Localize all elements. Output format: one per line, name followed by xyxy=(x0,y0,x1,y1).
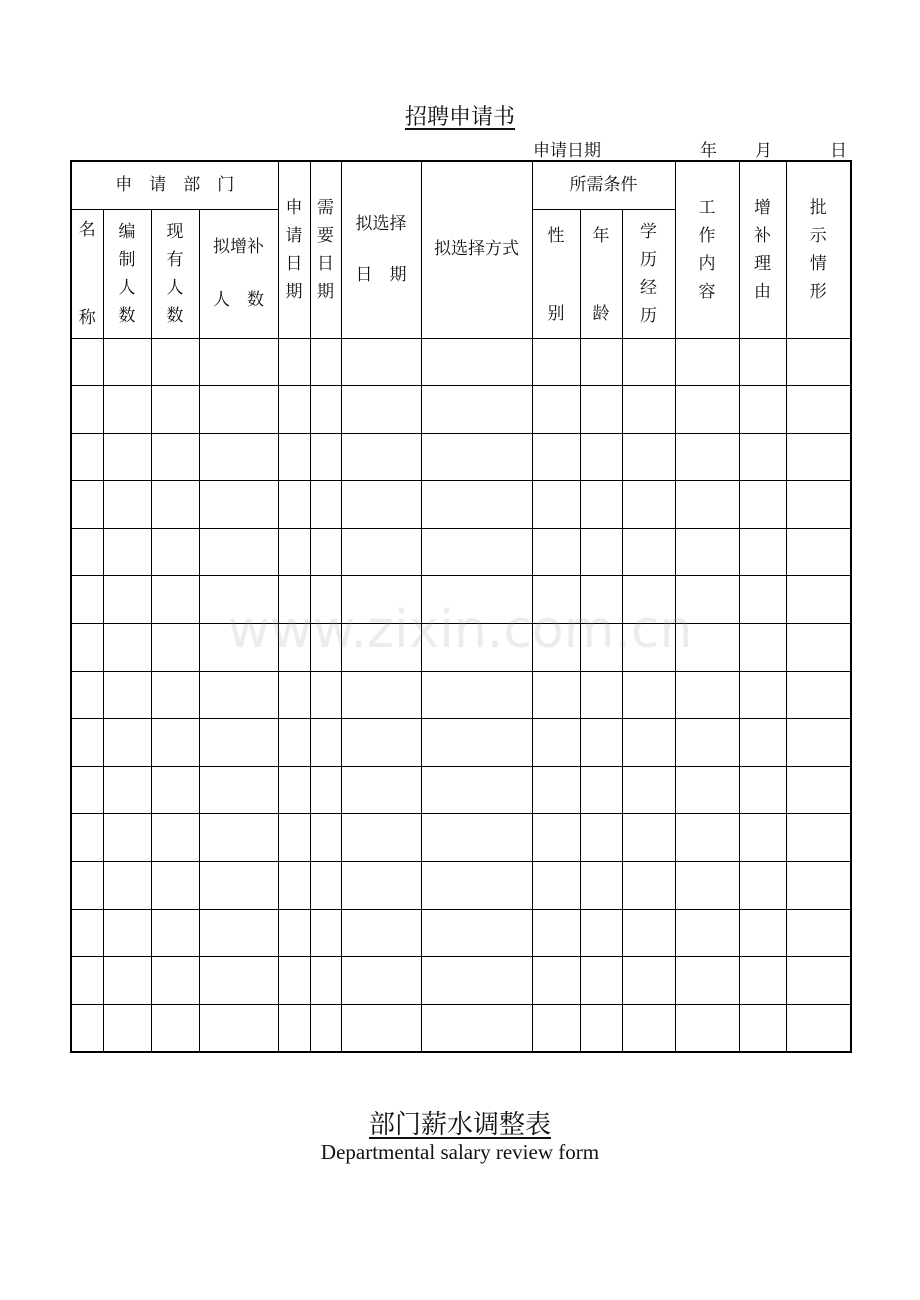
table-cell[interactable] xyxy=(421,481,532,529)
year-label: 年 xyxy=(700,141,717,161)
table-cell[interactable] xyxy=(580,1004,622,1052)
table-cell[interactable] xyxy=(103,909,151,957)
table-cell[interactable] xyxy=(199,766,278,814)
table-cell[interactable] xyxy=(786,433,851,481)
table-cell[interactable] xyxy=(580,719,622,767)
table-cell[interactable] xyxy=(278,766,310,814)
table-cell[interactable] xyxy=(310,386,341,434)
table-cell[interactable] xyxy=(786,338,851,386)
table-cell[interactable] xyxy=(675,338,739,386)
table-cell[interactable] xyxy=(675,862,739,910)
table-cell[interactable] xyxy=(739,481,786,529)
table-cell[interactable] xyxy=(71,671,103,719)
table-cell[interactable] xyxy=(580,862,622,910)
table-cell[interactable] xyxy=(675,909,739,957)
table-cell[interactable] xyxy=(786,909,851,957)
table-cell[interactable] xyxy=(341,386,421,434)
table-cell[interactable] xyxy=(341,719,421,767)
table-cell[interactable] xyxy=(310,1004,341,1052)
table-cell[interactable] xyxy=(675,957,739,1005)
table-cell[interactable] xyxy=(278,1004,310,1052)
table-cell[interactable] xyxy=(151,862,199,910)
table-cell[interactable] xyxy=(580,909,622,957)
table-cell[interactable] xyxy=(341,624,421,672)
table-cell[interactable] xyxy=(622,624,675,672)
table-cell[interactable] xyxy=(310,909,341,957)
table-cell[interactable] xyxy=(199,576,278,624)
table-cell[interactable] xyxy=(580,576,622,624)
table-cell[interactable] xyxy=(278,576,310,624)
table-cell[interactable] xyxy=(532,766,580,814)
table-cell[interactable] xyxy=(675,528,739,576)
table-cell[interactable] xyxy=(622,909,675,957)
table-cell[interactable] xyxy=(532,386,580,434)
select-date-header: 拟选择 日 期 xyxy=(341,161,421,338)
table-cell[interactable] xyxy=(310,862,341,910)
table-cell[interactable] xyxy=(786,671,851,719)
table-cell[interactable] xyxy=(580,528,622,576)
table-cell[interactable] xyxy=(532,1004,580,1052)
watermark: www.zixin.com.cn xyxy=(227,600,693,660)
table-row xyxy=(71,957,851,1005)
table-cell[interactable] xyxy=(71,386,103,434)
table-cell[interactable] xyxy=(151,1004,199,1052)
table-cell[interactable] xyxy=(341,909,421,957)
apply-date-header: 申请日期 xyxy=(278,161,310,338)
age-header: 年 龄 xyxy=(580,209,622,338)
table-cell[interactable] xyxy=(580,433,622,481)
table-cell[interactable] xyxy=(532,909,580,957)
table-cell[interactable] xyxy=(786,386,851,434)
table-cell[interactable] xyxy=(310,433,341,481)
education-header: 学历经历 xyxy=(622,209,675,338)
table-cell[interactable] xyxy=(71,766,103,814)
table-cell[interactable] xyxy=(622,766,675,814)
table-cell[interactable] xyxy=(310,719,341,767)
table-cell[interactable] xyxy=(739,433,786,481)
table-cell[interactable] xyxy=(786,862,851,910)
table-cell[interactable] xyxy=(341,433,421,481)
table-cell[interactable] xyxy=(310,814,341,862)
table-cell[interactable] xyxy=(421,766,532,814)
dept-name-header: 名 称 xyxy=(71,209,103,338)
table-cell[interactable] xyxy=(199,624,278,672)
table-cell[interactable] xyxy=(580,338,622,386)
table-row xyxy=(71,528,851,576)
table-cell[interactable] xyxy=(622,338,675,386)
table-cell[interactable] xyxy=(622,386,675,434)
salary-table-title: 部门薪水调整表 xyxy=(368,1110,551,1140)
table-cell[interactable] xyxy=(421,671,532,719)
dept-group-header: 申 请 部 门 xyxy=(71,161,278,209)
table-cell[interactable] xyxy=(341,814,421,862)
table-cell[interactable] xyxy=(71,909,103,957)
table-cell[interactable] xyxy=(71,957,103,1005)
gender-header: 性 别 xyxy=(532,209,580,338)
table-cell[interactable] xyxy=(71,1004,103,1052)
table-cell[interactable] xyxy=(532,624,580,672)
table-cell[interactable] xyxy=(71,814,103,862)
table-cell[interactable] xyxy=(532,481,580,529)
table-cell[interactable] xyxy=(310,671,341,719)
table-cell[interactable] xyxy=(278,528,310,576)
table-cell[interactable] xyxy=(739,862,786,910)
table-cell[interactable] xyxy=(341,1004,421,1052)
table-cell[interactable] xyxy=(580,766,622,814)
table-cell[interactable] xyxy=(199,862,278,910)
table-cell[interactable] xyxy=(199,1004,278,1052)
table-cell[interactable] xyxy=(580,481,622,529)
table-cell[interactable] xyxy=(151,814,199,862)
table-row xyxy=(71,719,851,767)
table-row xyxy=(71,909,851,957)
form-title: 招聘申请书 xyxy=(404,105,515,130)
table-cell[interactable] xyxy=(199,386,278,434)
table-cell[interactable] xyxy=(278,909,310,957)
table-cell[interactable] xyxy=(739,338,786,386)
table-cell[interactable] xyxy=(786,1004,851,1052)
table-cell[interactable] xyxy=(71,481,103,529)
table-cell[interactable] xyxy=(532,862,580,910)
table-cell[interactable] xyxy=(580,814,622,862)
table-cell[interactable] xyxy=(71,719,103,767)
table-cell[interactable] xyxy=(532,957,580,1005)
table-row xyxy=(71,433,851,481)
table-cell[interactable] xyxy=(622,433,675,481)
table-cell[interactable] xyxy=(739,957,786,1005)
table-cell[interactable] xyxy=(278,862,310,910)
table-cell[interactable] xyxy=(278,814,310,862)
table-cell[interactable] xyxy=(103,481,151,529)
table-cell[interactable] xyxy=(151,576,199,624)
table-cell[interactable] xyxy=(151,957,199,1005)
table-cell[interactable] xyxy=(421,814,532,862)
table-row xyxy=(71,671,851,719)
table-cell[interactable] xyxy=(71,338,103,386)
table-cell[interactable] xyxy=(675,386,739,434)
table-cell[interactable] xyxy=(580,671,622,719)
table-cell[interactable] xyxy=(151,719,199,767)
table-cell[interactable] xyxy=(622,481,675,529)
table-cell[interactable] xyxy=(675,671,739,719)
table-cell[interactable] xyxy=(199,481,278,529)
table-cell[interactable] xyxy=(786,576,851,624)
table-row xyxy=(71,481,851,529)
table-cell[interactable] xyxy=(421,528,532,576)
table-cell[interactable] xyxy=(310,338,341,386)
table-cell[interactable] xyxy=(675,433,739,481)
add-reason-header: 增补理由 xyxy=(739,161,786,338)
table-cell[interactable] xyxy=(103,862,151,910)
table-cell[interactable] xyxy=(278,481,310,529)
table-cell[interactable] xyxy=(151,909,199,957)
table-cell[interactable] xyxy=(71,433,103,481)
table-cell[interactable] xyxy=(310,528,341,576)
table-cell[interactable] xyxy=(71,862,103,910)
table-cell[interactable] xyxy=(622,671,675,719)
table-cell[interactable] xyxy=(622,719,675,767)
table-cell[interactable] xyxy=(151,671,199,719)
table-cell[interactable] xyxy=(532,576,580,624)
table-cell[interactable] xyxy=(310,481,341,529)
table-cell[interactable] xyxy=(199,528,278,576)
table-cell[interactable] xyxy=(103,576,151,624)
table-cell[interactable] xyxy=(739,719,786,767)
table-cell[interactable] xyxy=(151,433,199,481)
need-date-header: 需要日期 xyxy=(310,161,341,338)
table-cell[interactable] xyxy=(622,862,675,910)
table-cell[interactable] xyxy=(739,386,786,434)
table-cell[interactable] xyxy=(199,671,278,719)
table-cell[interactable] xyxy=(739,766,786,814)
table-cell[interactable] xyxy=(421,386,532,434)
day-label: 日 xyxy=(830,141,847,161)
table-cell[interactable] xyxy=(786,957,851,1005)
table-cell[interactable] xyxy=(421,433,532,481)
table-cell[interactable] xyxy=(786,528,851,576)
table-cell[interactable] xyxy=(71,576,103,624)
table-cell[interactable] xyxy=(739,814,786,862)
table-cell[interactable] xyxy=(103,433,151,481)
table-cell[interactable] xyxy=(532,528,580,576)
table-row xyxy=(71,386,851,434)
table-cell[interactable] xyxy=(739,624,786,672)
table-cell[interactable] xyxy=(786,719,851,767)
table-cell[interactable] xyxy=(532,433,580,481)
select-method-header: 拟选择方式 xyxy=(421,161,532,338)
table-cell[interactable] xyxy=(310,766,341,814)
quota-header: 编制人数 xyxy=(103,209,151,338)
table-cell[interactable] xyxy=(278,624,310,672)
date-label: 申请日期 xyxy=(533,141,601,161)
table-cell[interactable] xyxy=(341,957,421,1005)
table-cell[interactable] xyxy=(580,386,622,434)
table-cell[interactable] xyxy=(151,766,199,814)
table-cell[interactable] xyxy=(421,338,532,386)
requirements-group-header: 所需条件 xyxy=(532,161,675,209)
table-row xyxy=(71,576,851,624)
table-cell[interactable] xyxy=(622,576,675,624)
table-cell[interactable] xyxy=(199,719,278,767)
table-cell[interactable] xyxy=(310,624,341,672)
table-row xyxy=(71,766,851,814)
table-cell[interactable] xyxy=(675,624,739,672)
table-cell[interactable] xyxy=(341,528,421,576)
table-cell[interactable] xyxy=(421,957,532,1005)
table-cell[interactable] xyxy=(71,624,103,672)
recruitment-table xyxy=(70,160,852,1053)
table-cell[interactable] xyxy=(421,1004,532,1052)
table-cell[interactable] xyxy=(675,576,739,624)
current-header: 现有人数 xyxy=(151,209,199,338)
table-cell[interactable] xyxy=(103,719,151,767)
table-cell[interactable] xyxy=(199,433,278,481)
table-cell[interactable] xyxy=(103,957,151,1005)
table-cell[interactable] xyxy=(622,957,675,1005)
table-cell[interactable] xyxy=(278,338,310,386)
table-cell[interactable] xyxy=(739,576,786,624)
table-cell[interactable] xyxy=(341,338,421,386)
table-cell[interactable] xyxy=(341,576,421,624)
work-content-header: 工作内容 xyxy=(675,161,739,338)
table-cell[interactable] xyxy=(341,481,421,529)
table-cell[interactable] xyxy=(278,386,310,434)
table-cell[interactable] xyxy=(739,1004,786,1052)
table-cell[interactable] xyxy=(580,957,622,1005)
table-cell[interactable] xyxy=(532,719,580,767)
table-cell[interactable] xyxy=(71,528,103,576)
table-cell[interactable] xyxy=(739,528,786,576)
table-cell[interactable] xyxy=(199,909,278,957)
table-cell[interactable] xyxy=(199,814,278,862)
table-cell[interactable] xyxy=(786,624,851,672)
table-cell[interactable] xyxy=(103,1004,151,1052)
table-row xyxy=(71,814,851,862)
application-date-line xyxy=(533,136,848,161)
table-cell[interactable] xyxy=(675,766,739,814)
table-cell[interactable] xyxy=(786,481,851,529)
table-cell[interactable] xyxy=(421,909,532,957)
table-row xyxy=(71,624,851,672)
table-cell[interactable] xyxy=(341,671,421,719)
table-cell[interactable] xyxy=(622,814,675,862)
table-cell[interactable] xyxy=(675,814,739,862)
table-cell[interactable] xyxy=(421,862,532,910)
table-cell[interactable] xyxy=(278,433,310,481)
table-cell[interactable] xyxy=(310,576,341,624)
table-cell[interactable] xyxy=(421,576,532,624)
table-cell[interactable] xyxy=(786,766,851,814)
table-cell[interactable] xyxy=(532,814,580,862)
table-cell[interactable] xyxy=(786,814,851,862)
table-cell[interactable] xyxy=(675,481,739,529)
table-cell[interactable] xyxy=(103,671,151,719)
table-row xyxy=(71,338,851,386)
table-cell[interactable] xyxy=(103,338,151,386)
table-cell[interactable] xyxy=(532,338,580,386)
table-cell[interactable] xyxy=(103,528,151,576)
table-cell[interactable] xyxy=(278,719,310,767)
table-cell[interactable] xyxy=(199,957,278,1005)
table-cell[interactable] xyxy=(341,766,421,814)
table-cell[interactable] xyxy=(278,671,310,719)
table-cell[interactable] xyxy=(151,481,199,529)
table-cell[interactable] xyxy=(103,814,151,862)
table-cell[interactable] xyxy=(739,909,786,957)
table-cell[interactable] xyxy=(151,386,199,434)
table-row xyxy=(71,1004,851,1052)
salary-table-subtitle: Departmental salary review form xyxy=(320,1140,600,1164)
table-cell[interactable] xyxy=(622,528,675,576)
table-cell[interactable] xyxy=(103,386,151,434)
table-cell[interactable] xyxy=(151,338,199,386)
table-cell[interactable] xyxy=(675,719,739,767)
table-cell[interactable] xyxy=(103,624,151,672)
approval-header: 批示情形 xyxy=(786,161,851,338)
table-cell[interactable] xyxy=(580,624,622,672)
add-count-header: 拟增补 人 数 xyxy=(199,209,278,338)
table-cell[interactable] xyxy=(421,624,532,672)
table-cell[interactable] xyxy=(278,957,310,1005)
table-cell[interactable] xyxy=(151,624,199,672)
table-cell[interactable] xyxy=(622,1004,675,1052)
table-row xyxy=(71,862,851,910)
table-cell[interactable] xyxy=(341,862,421,910)
table-cell[interactable] xyxy=(103,766,151,814)
table-cell[interactable] xyxy=(310,957,341,1005)
table-cell[interactable] xyxy=(199,338,278,386)
month-label: 月 xyxy=(755,141,772,161)
table-cell[interactable] xyxy=(151,528,199,576)
table-cell[interactable] xyxy=(421,719,532,767)
table-cell[interactable] xyxy=(675,1004,739,1052)
table-cell[interactable] xyxy=(739,671,786,719)
table-cell[interactable] xyxy=(532,671,580,719)
